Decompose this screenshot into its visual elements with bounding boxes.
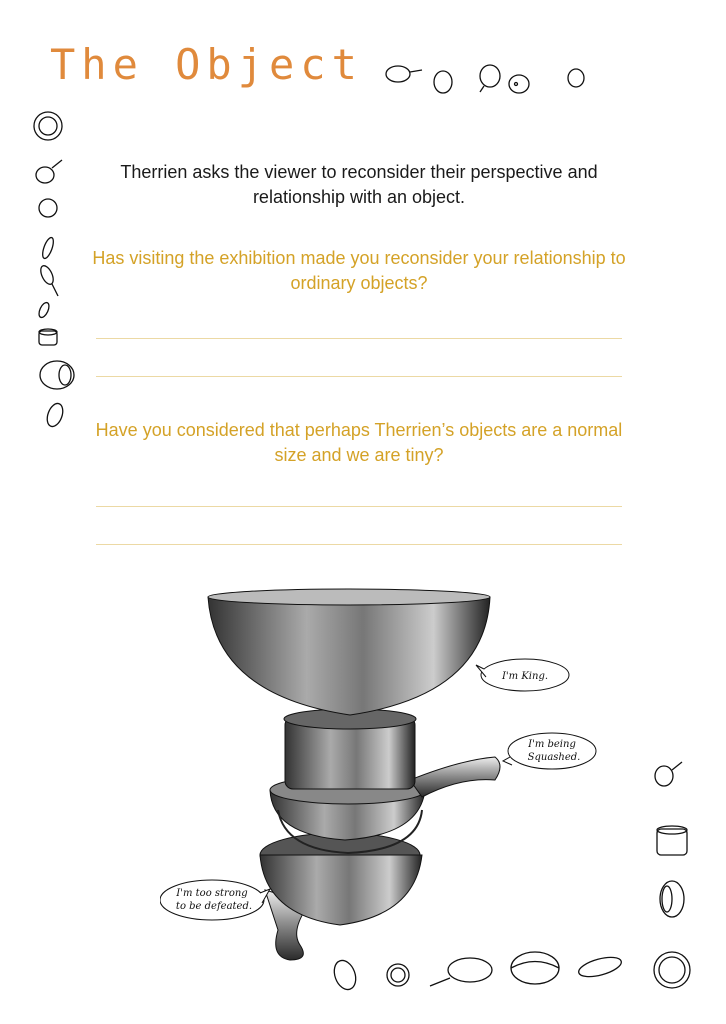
bowl-doodle-icon	[387, 964, 409, 986]
bubble-text-pot-2: Squashed.	[527, 752, 581, 763]
pot-doodle-icon	[386, 66, 422, 82]
pot-doodle-icon	[660, 881, 684, 917]
lid-doodle-icon	[434, 71, 452, 93]
mixing-bowl	[208, 589, 490, 715]
lid-doodle-icon	[509, 75, 529, 93]
lid-doodle-icon	[568, 69, 584, 87]
bubble-text-pot-1: I'm being	[528, 739, 576, 750]
pot-doodle-icon	[40, 361, 74, 389]
lid-doodle-icon	[39, 199, 57, 217]
speech-bubble-pot	[503, 733, 596, 769]
speech-bubble-skillet	[160, 880, 270, 920]
answer-line-3[interactable]	[96, 506, 622, 507]
lid-doodle-icon	[40, 236, 55, 259]
bowl-doodle-icon	[654, 952, 690, 988]
answer-line-1[interactable]	[96, 338, 622, 339]
question-2: Have you considered that perhaps Therrien’s objects are a normal size and we are tiny?	[95, 420, 623, 465]
answer-line-4[interactable]	[96, 544, 622, 545]
lid-doodle-icon	[44, 401, 65, 428]
saucepan	[284, 709, 416, 789]
lid-doodle-icon	[37, 301, 51, 319]
bubble-text-bowl: I'm King.	[501, 671, 549, 682]
pot-doodle-icon	[657, 826, 687, 855]
bubble-text-skillet-2: to be defeated.	[175, 901, 253, 912]
question-1: Has visiting the exhibition made you reconsider your relationship to ordinary objects?	[92, 248, 626, 293]
bowl-doodle-icon	[34, 112, 62, 140]
pan-doodle-icon	[655, 762, 682, 786]
pot-doodle-icon	[39, 329, 57, 345]
page-title: The Object	[50, 40, 363, 89]
intro-text: Therrien asks the viewer to reconsider their perspective and relationship with an object.	[120, 162, 598, 207]
pan-doodle-icon	[36, 160, 62, 183]
pan-doodle-icon	[480, 65, 500, 92]
pan-doodle-icon	[38, 264, 58, 296]
bubble-text-skillet-1: I'm too strong	[176, 888, 248, 899]
answer-line-2[interactable]	[96, 376, 622, 377]
stacked-cookware-illustration	[160, 585, 620, 965]
speech-bubble-bowl	[476, 659, 569, 691]
